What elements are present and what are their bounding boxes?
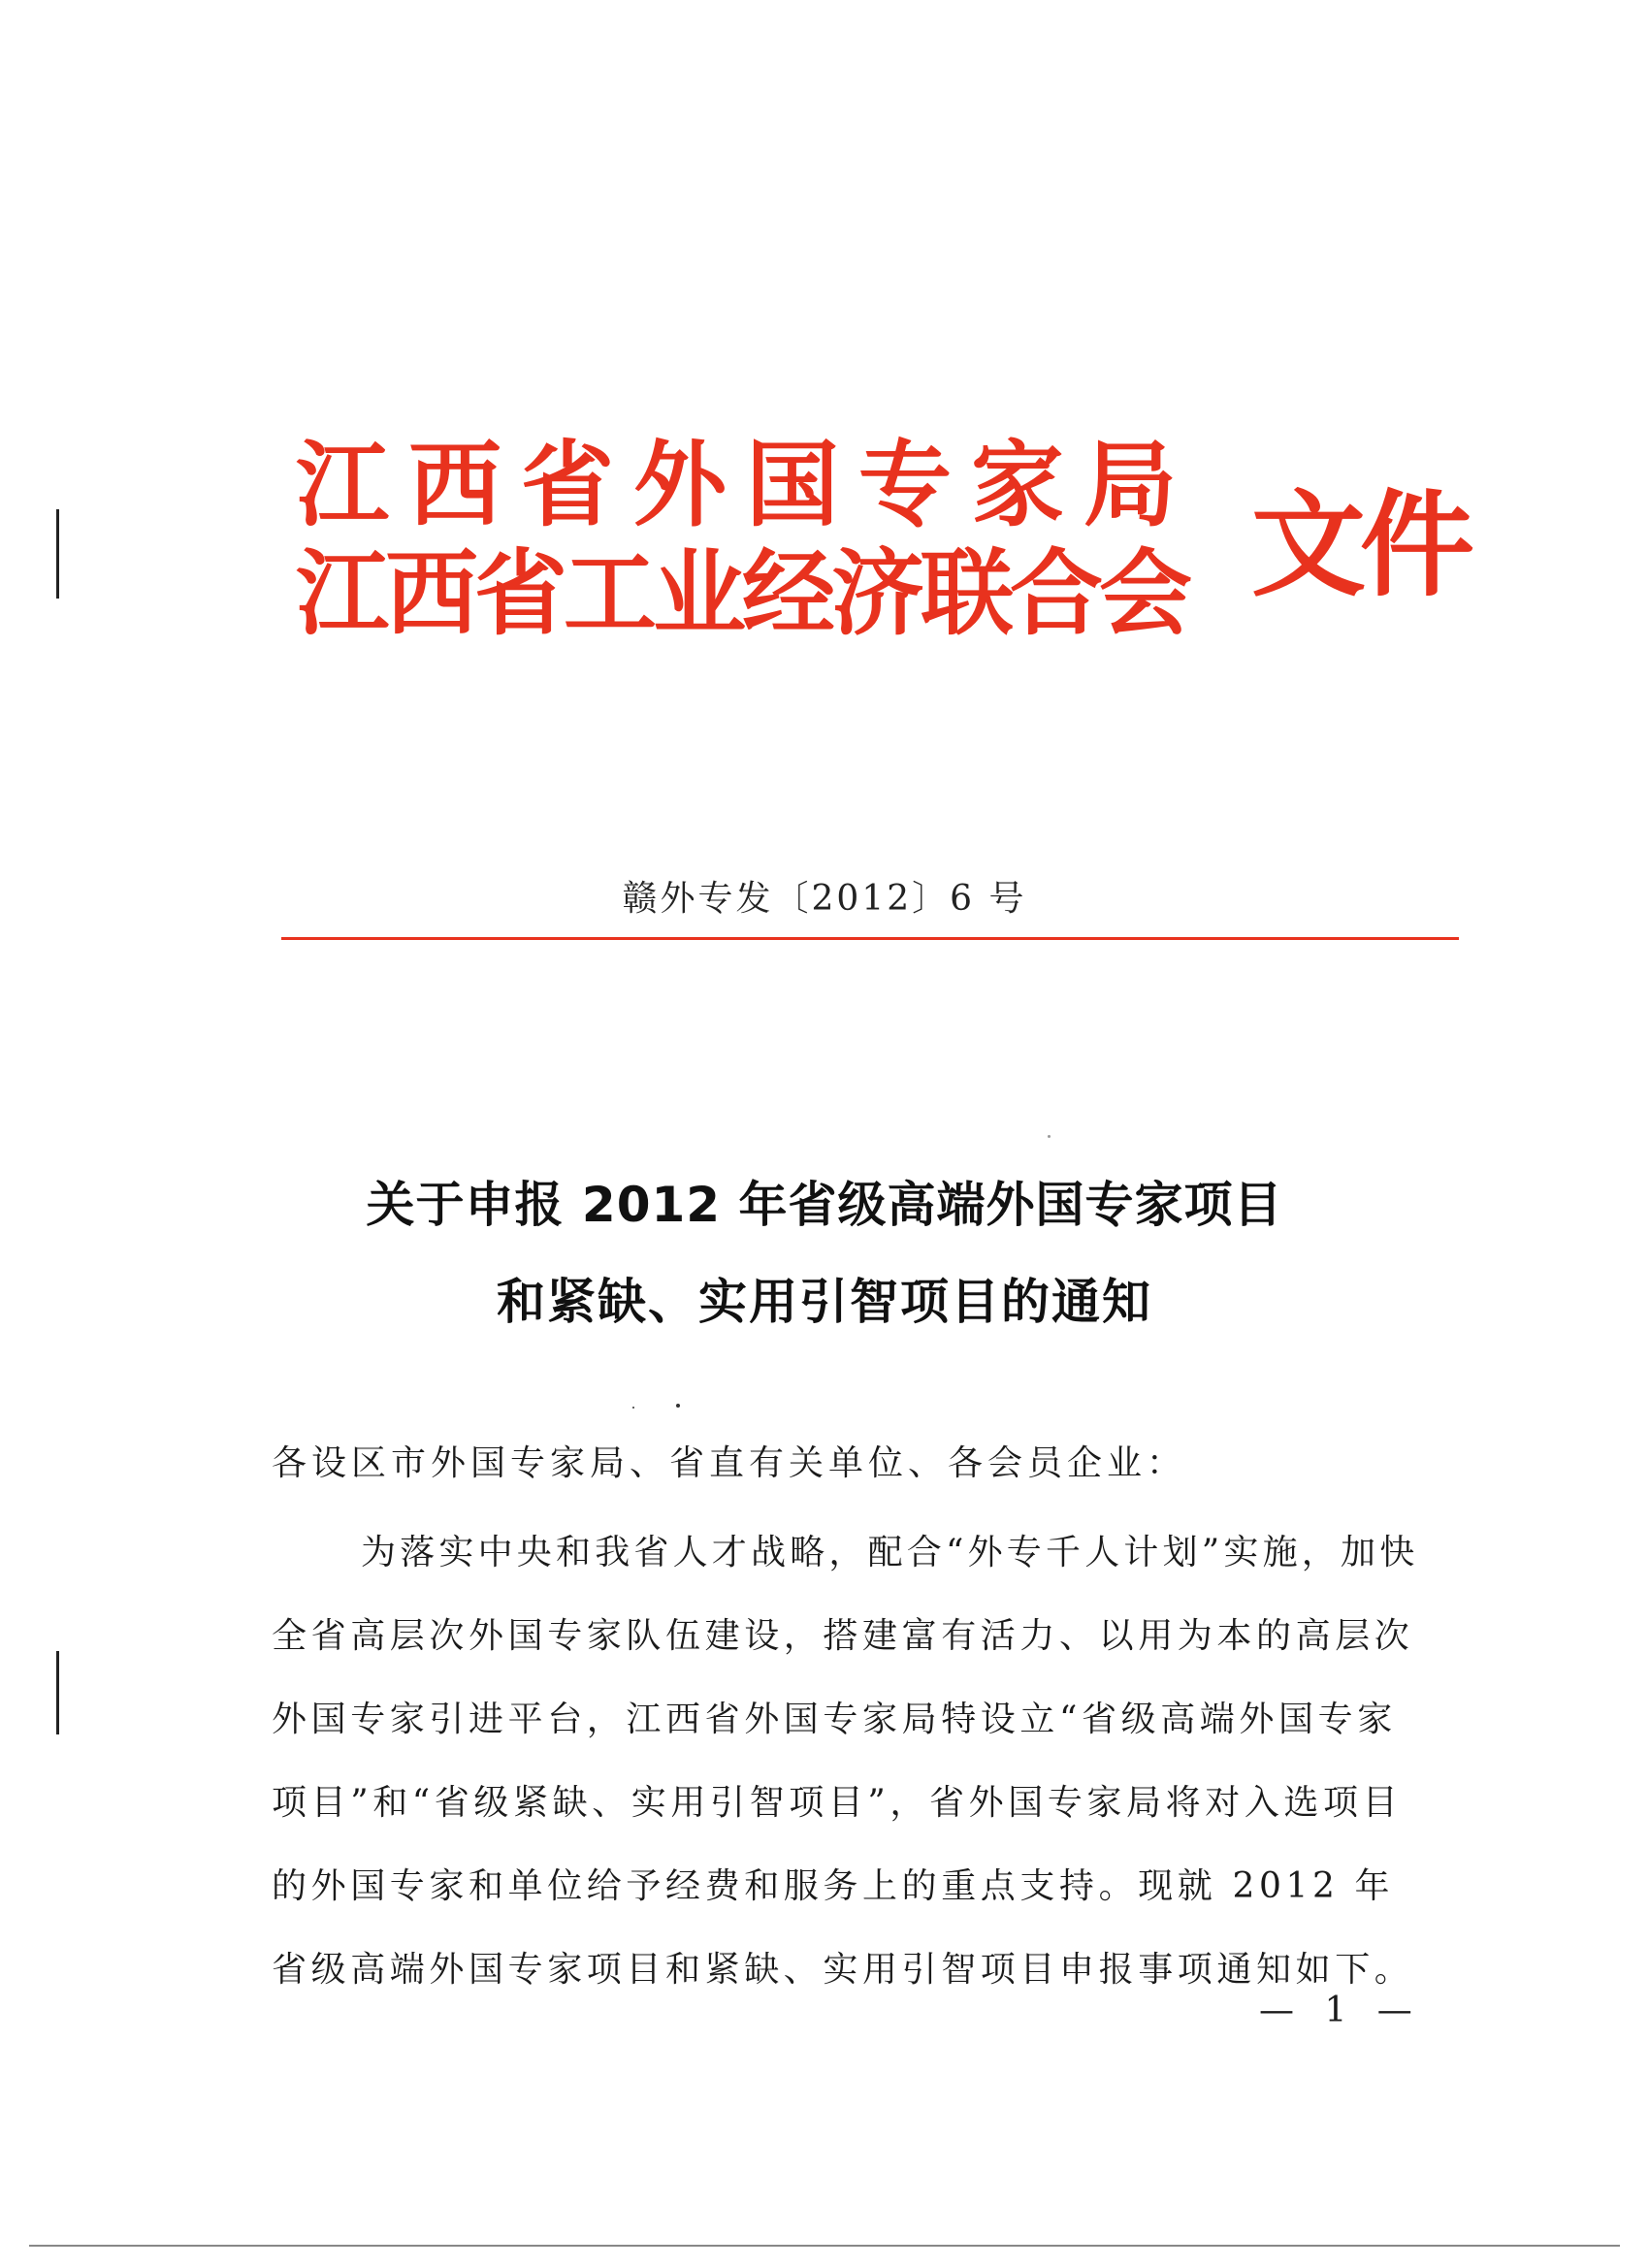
- salutation: 各设区市外国专家局、省直有关单位、各会员企业：: [272, 1443, 1187, 1483]
- red-letterhead: [296, 431, 1470, 674]
- scan-mark: [56, 1651, 59, 1734]
- scan-speck: [676, 1404, 680, 1408]
- issuer-line-1: 江西省外国专家局: [296, 431, 1196, 539]
- page-number: — 1 —: [1259, 1991, 1422, 2030]
- notice-title-line-1: 关于申报 2012 年省级高端外国专家项目: [366, 1177, 1283, 1233]
- scan-speck: [1048, 1135, 1051, 1138]
- body-line: 外国专家引进平台，江西省外国专家局特设立“省级高端外国专家: [272, 1700, 1397, 1739]
- scan-mark: [56, 509, 59, 599]
- body-line: 的外国专家和单位给予经费和服务上的重点支持。现就 2012 年: [272, 1866, 1395, 1906]
- body-line: 为落实中央和我省人才战略，配合“外专千人计划”实施，加快: [361, 1533, 1419, 1572]
- issuer-line-2: 江西省工业经济联合会: [296, 539, 1188, 648]
- body-line: 全省高层次外国专家队伍建设，搭建富有活力、以用为本的高层次: [272, 1616, 1414, 1656]
- document-word: 文件: [1251, 478, 1470, 612]
- body-line: 省级高端外国专家项目和紧缺、实用引智项目申报事项通知如下。: [272, 1950, 1414, 1990]
- body-line: 项目”和“省级紧缺、实用引智项目”，省外国专家局将对入选项目: [272, 1783, 1403, 1823]
- scan-speck: [632, 1407, 634, 1409]
- red-divider-line: [281, 937, 1459, 940]
- notice-title-line-2: 和紧缺、实用引智项目的通知: [497, 1274, 1152, 1330]
- document-number: 赣外专发〔2012〕6 号: [622, 879, 1027, 919]
- scan-edge: [29, 2245, 1620, 2247]
